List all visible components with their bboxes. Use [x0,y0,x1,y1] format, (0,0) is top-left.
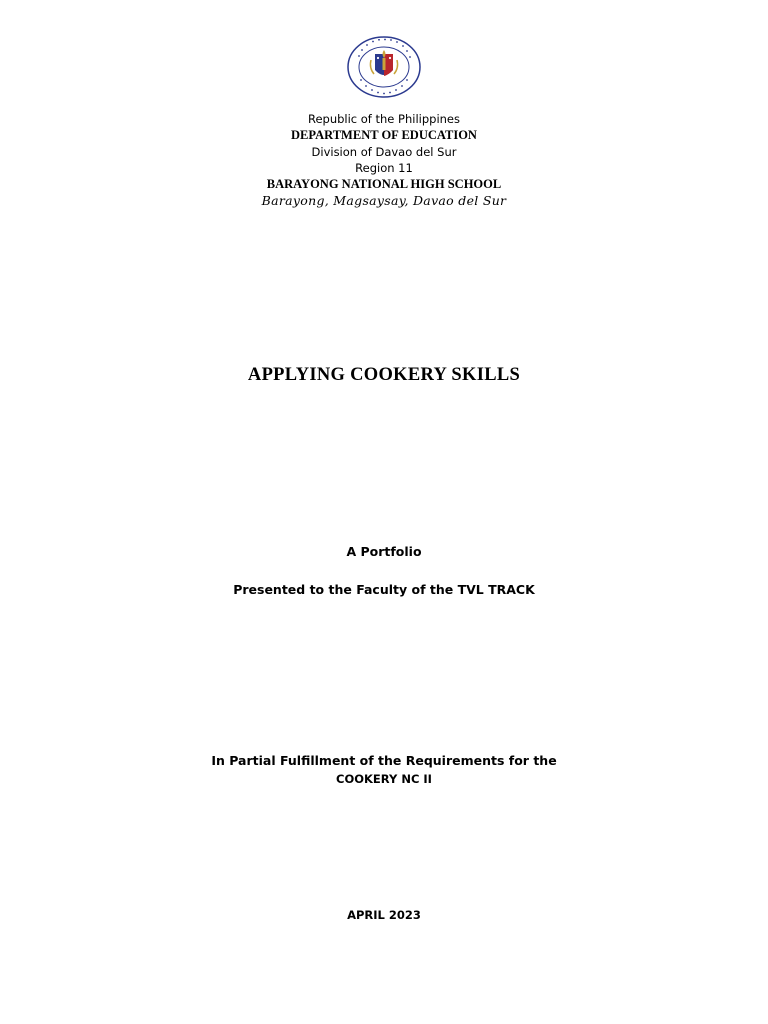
region-line: Region 11 [355,161,413,175]
deped-seal-logo [347,36,421,98]
fulfillment-line-1: In Partial Fulfillment of the Requirements for the [211,753,557,768]
department-line: DEPARTMENT OF EDUCATION [291,128,477,142]
document-title: APPLYING COOKERY SKILLS [247,365,521,385]
portfolio-label: A Portfolio [346,544,422,559]
school-address: Barayong, Magsaysay, Davao del Sur [261,193,507,208]
division-line: Division of Davao del Sur [311,145,457,159]
fulfillment-line-2: COOKERY NC II [336,772,432,786]
document-date: APRIL 2023 [347,908,421,922]
republic-line: Republic of the Philippines [307,112,461,126]
presented-line: Presented to the Faculty of the TVL TRACK [233,582,535,597]
school-name: BARAYONG NATIONAL HIGH SCHOOL [266,177,502,191]
